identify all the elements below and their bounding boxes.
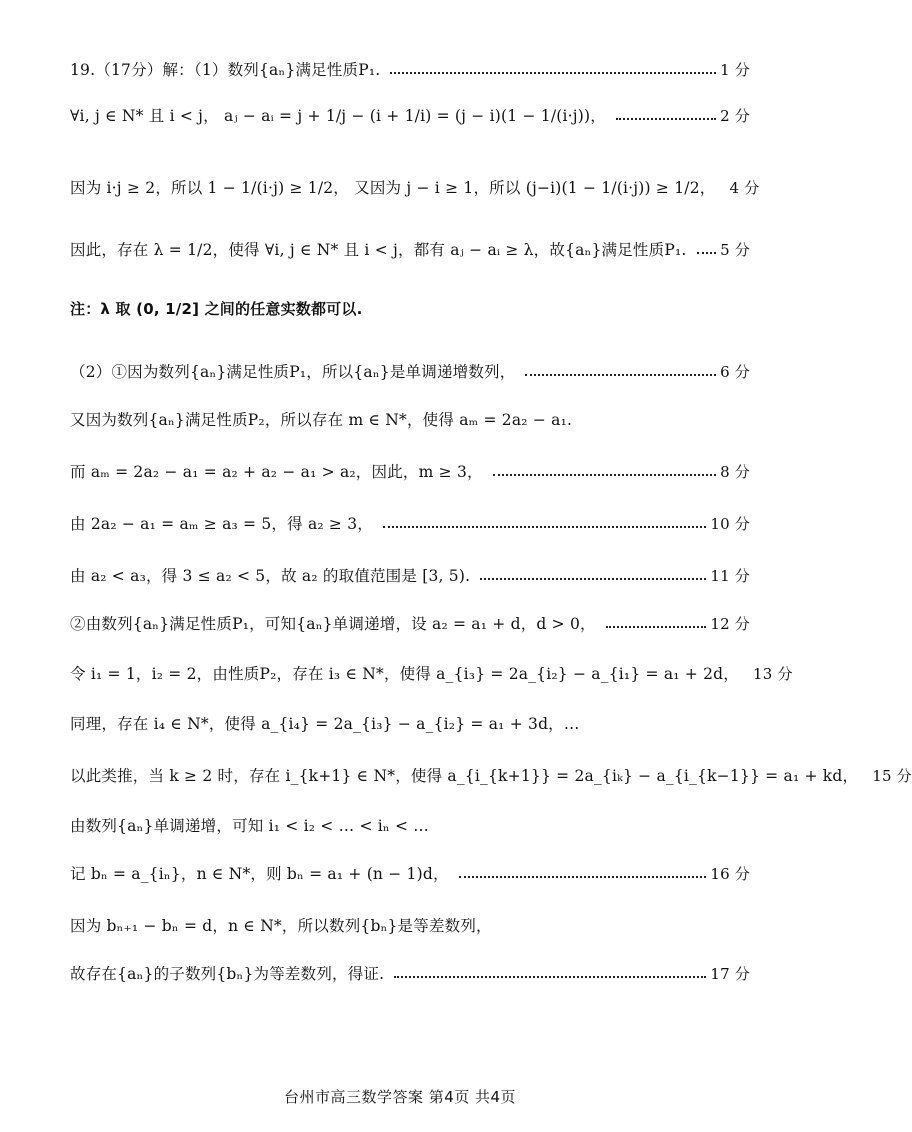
line-text: 记 bₙ = a_{iₙ}，n ∈ N*，则 bₙ = a₁ + (n − 1)d，: [70, 865, 449, 883]
score-label: 8 分: [720, 462, 750, 481]
score-label: 15 分: [872, 766, 912, 785]
line-text: 由 2a₂ − a₁ = aₘ ≥ a₃ = 5，得 a₂ ≥ 3，: [70, 515, 374, 533]
score-label: 11 分: [710, 566, 750, 585]
dotted-leader: [493, 474, 716, 476]
dotted-leader: [606, 626, 707, 628]
score-label: 1 分: [720, 60, 750, 79]
line-text: 由 a₂ < a₃，得 3 ≤ a₂ < 5，故 a₂ 的取值范围是 [3, 5).: [70, 567, 471, 585]
dotted-leader: [390, 72, 716, 74]
line-7: [70, 408, 750, 430]
line-text: 故存在{aₙ}的子数列{bₙ}为等差数列，得证.: [70, 965, 385, 983]
line-text: 又因为数列{aₙ}满足性质P₂，所以存在 m ∈ N*，使得 aₘ = 2a₂ − a₁.: [70, 411, 573, 429]
line-note: [70, 298, 750, 319]
dotted-leader: [394, 976, 706, 978]
line-8: [70, 460, 750, 482]
dotted-leader: [383, 526, 706, 528]
line-12: [70, 662, 793, 684]
score-label: 16 分: [710, 864, 750, 883]
line-text: 由数列{aₙ}单调递增，可知 i₁ < i₂ < … < iₙ < …: [70, 817, 429, 835]
dotted-leader: [525, 374, 716, 376]
line-14: [70, 764, 912, 786]
line-3: [70, 176, 760, 198]
line-9: [70, 512, 750, 534]
score-label: 10 分: [710, 514, 750, 533]
line-text: 19.（17分）解：（1）数列{aₙ}满足性质P₁.: [70, 61, 381, 79]
dotted-leader: [697, 252, 717, 254]
line-text: 以此类推，当 k ≥ 2 时，存在 i_{k+1} ∈ N*，使得 a_{i_{k+1}} = 2a_{iₖ} − a_{i_{k−1}} = a₁ + kd，: [70, 767, 859, 785]
line-6: [70, 360, 750, 382]
line-11: [70, 612, 750, 634]
score-label: 13 分: [753, 664, 793, 683]
line-15: [70, 814, 750, 836]
line-text: 而 aₘ = 2a₂ − a₁ = a₂ + a₂ − a₁ > a₂，因此，m ≥ 3，: [70, 463, 483, 481]
line-text: 令 i₁ = 1，i₂ = 2，由性质P₂，存在 i₃ ∈ N*，使得 a_{i₃} = 2a_{i₂} − a_{i₁} = a₁ + 2d，: [70, 665, 740, 683]
line-17: [70, 914, 750, 936]
score-label: 17 分: [710, 964, 750, 983]
line-text: ②由数列{aₙ}满足性质P₁，可知{aₙ}单调递增，设 a₂ = a₁ + d，d > 0，: [70, 615, 596, 633]
note-text: 注：λ 取 (0, 1/2] 之间的任意实数都可以.: [70, 300, 363, 318]
score-label: 4 分: [729, 178, 760, 197]
dotted-leader: [616, 118, 716, 120]
dotted-leader: [480, 578, 706, 580]
line-10: [70, 564, 750, 586]
line-text: 同理，存在 i₄ ∈ N*，使得 a_{i₄} = 2a_{i₃} − a_{i₂} = a₁ + 3d，…: [70, 715, 580, 733]
line-text: 因此，存在 λ = 1/2，使得 ∀i, j ∈ N* 且 i < j，都有 aⱼ − aᵢ ≥ λ，故{aₙ}满足性质P₁.: [70, 241, 687, 259]
line-4: [70, 238, 750, 260]
score-label: 6 分: [720, 362, 750, 381]
line-13: [70, 712, 750, 734]
line-text: （2）①因为数列{aₙ}满足性质P₁，所以{aₙ}是单调递增数列，: [70, 363, 516, 381]
dotted-leader: [459, 876, 707, 878]
line-text: 因为 bₙ₊₁ − bₙ = d，n ∈ N*，所以数列{bₙ}是等差数列，: [70, 917, 492, 935]
score-label: 12 分: [710, 614, 750, 633]
line-2: [70, 104, 750, 126]
line-16: [70, 862, 750, 884]
score-label: 5 分: [720, 240, 750, 259]
line-text: ∀i, j ∈ N* 且 i < j， aⱼ − aᵢ = j + 1/j − (i + 1/i) = (j − i)(1 − 1/(i·j))，: [70, 107, 606, 125]
line-18: [70, 962, 750, 984]
page-footer: 台州市高三数学答案 第4页 共4页: [283, 1088, 517, 1106]
score-label: 2 分: [720, 106, 750, 125]
line-1: [70, 58, 750, 80]
line-text: 因为 i·j ≥ 2，所以 1 − 1/(i·j) ≥ 1/2， 又因为 j − i ≥ 1，所以 (j−i)(1 − 1/(i·j)) ≥ 1/2，: [70, 179, 716, 197]
